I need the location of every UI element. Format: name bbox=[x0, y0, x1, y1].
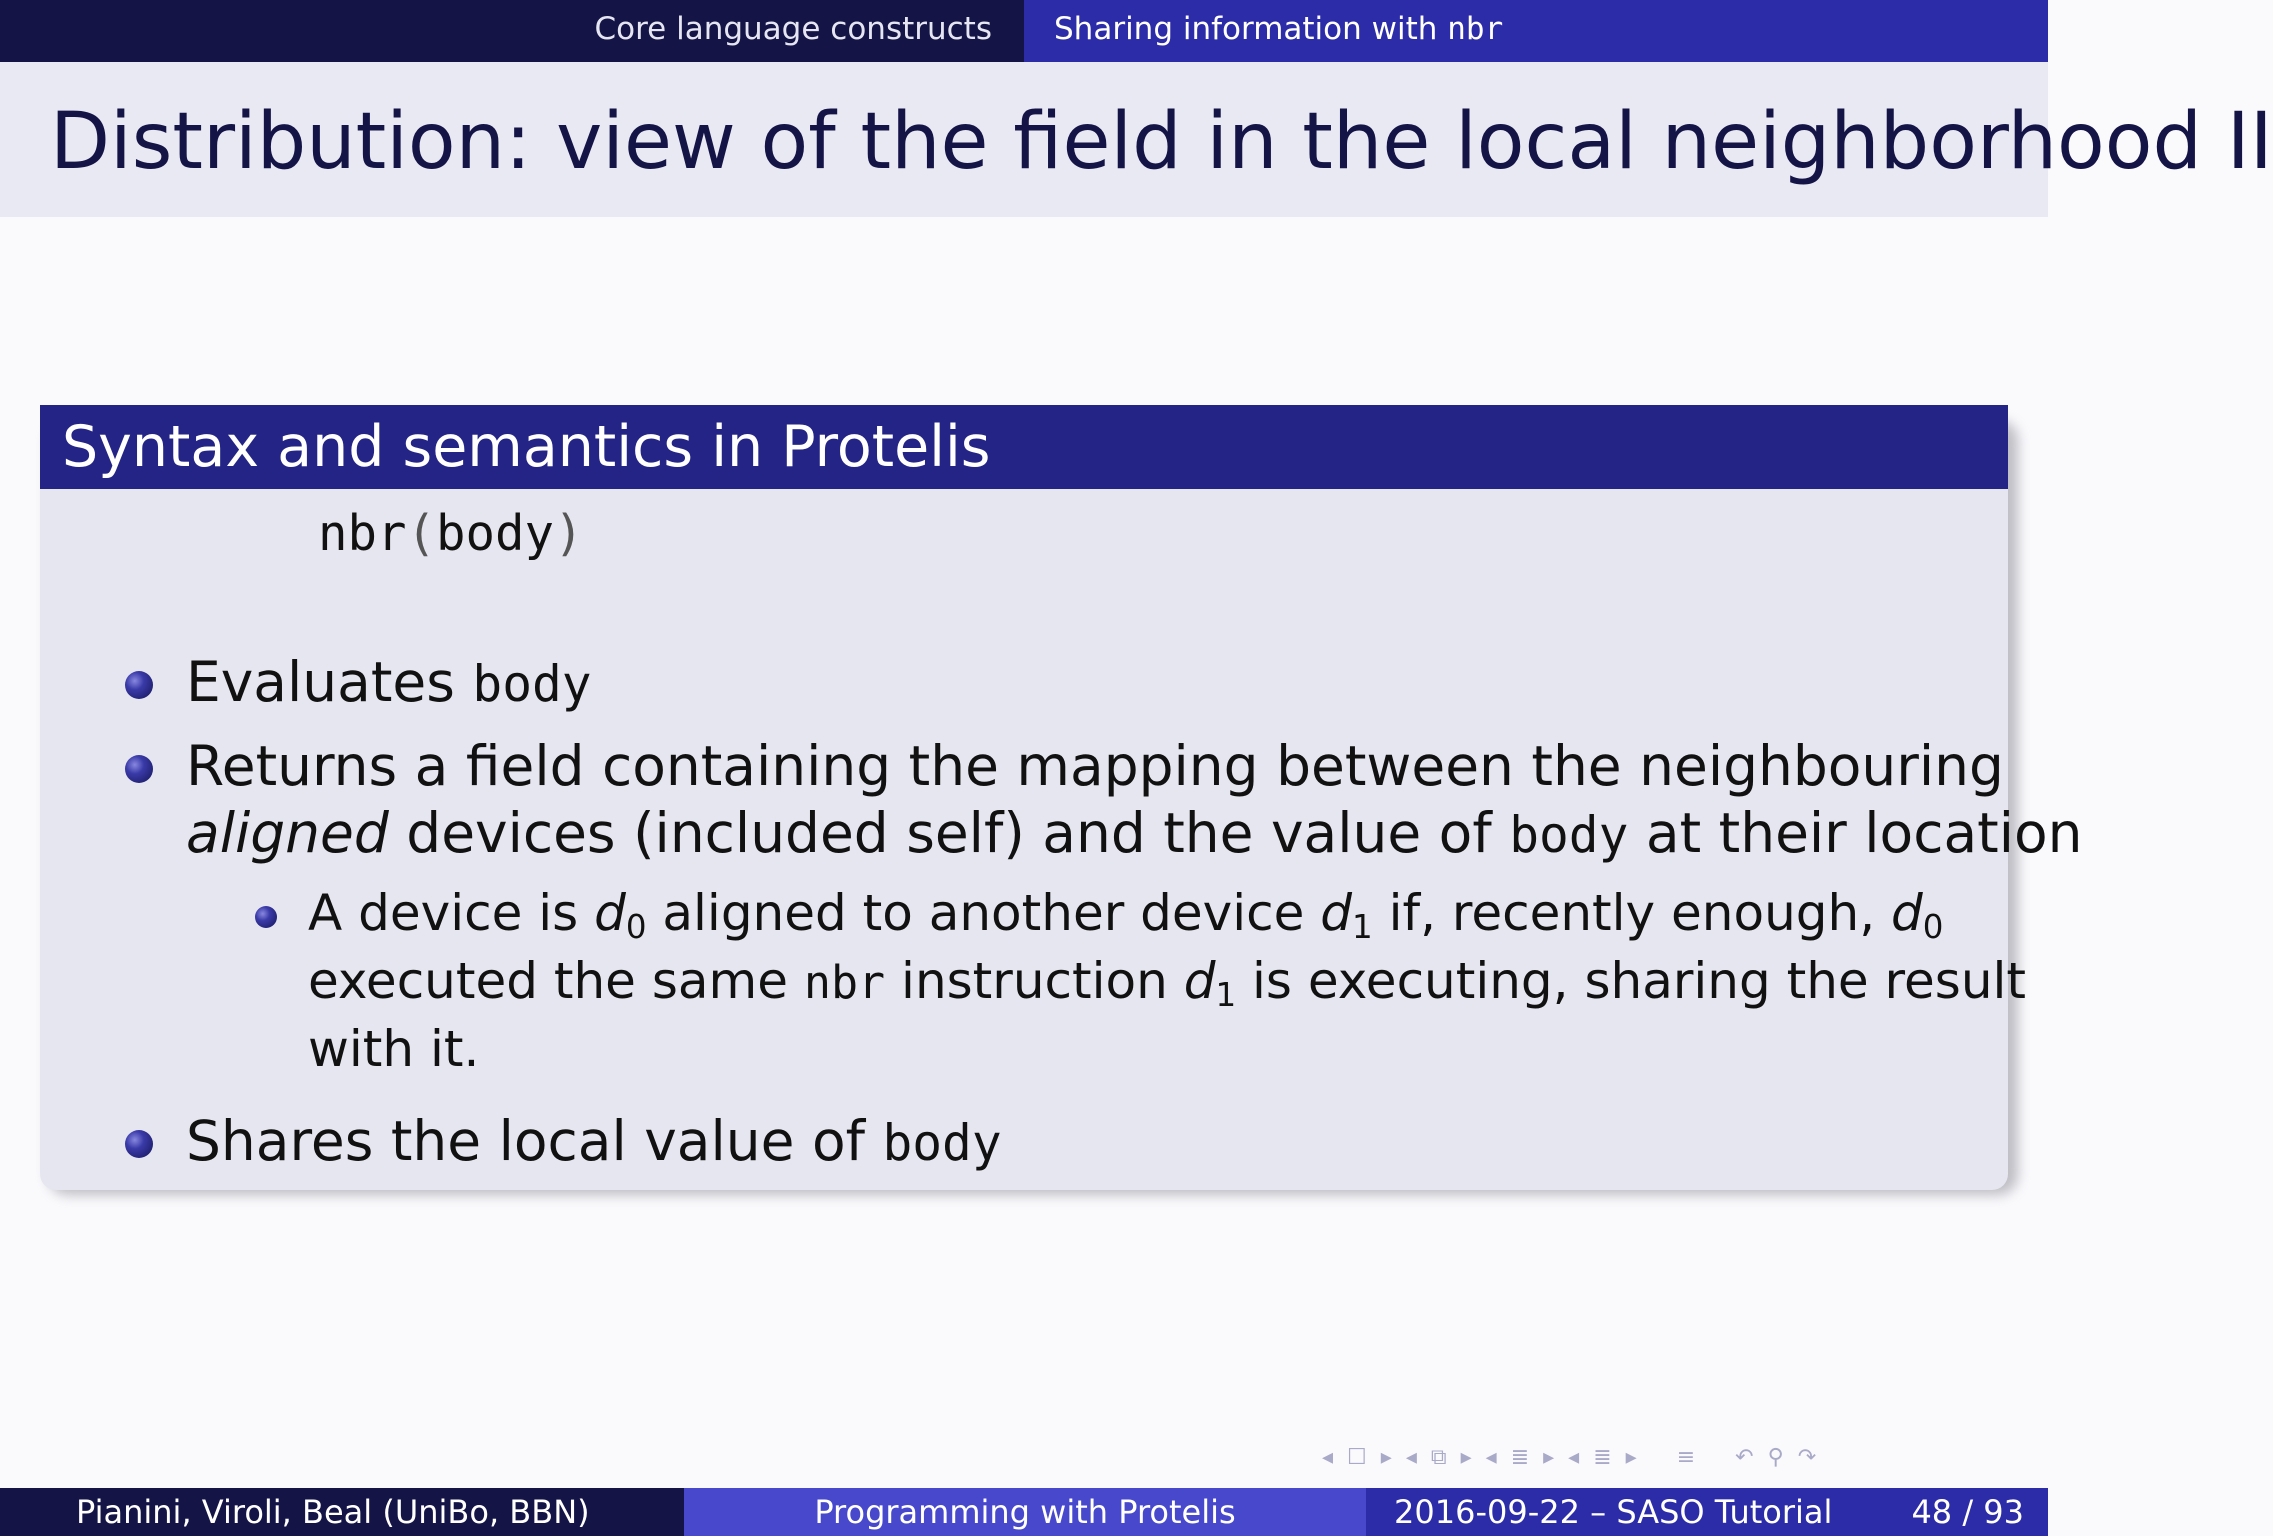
sub-bullet-dot-icon bbox=[255, 906, 277, 928]
align-icon[interactable]: ≡ bbox=[1676, 1444, 1696, 1470]
undo-icon[interactable]: ↶ bbox=[1735, 1444, 1754, 1470]
bullet-item bbox=[186, 1109, 1002, 1173]
code-paren-close: ) bbox=[554, 505, 584, 562]
bullet-dot-icon bbox=[125, 755, 153, 783]
arrow-left-icon[interactable]: ◂ bbox=[1322, 1444, 1334, 1470]
sub-bullet-text: aligned to another device bbox=[646, 884, 1321, 942]
slide-title: Distribution: view of the field in the local neighborhood II bbox=[50, 97, 2273, 187]
footer-date-box bbox=[1366, 1488, 2048, 1536]
sub-bullet-text: executed the same bbox=[308, 952, 804, 1010]
block-title: Syntax and semantics in Protelis bbox=[62, 414, 991, 480]
section-icon[interactable]: ≣ bbox=[1510, 1444, 1530, 1470]
arrow-right-icon[interactable]: ▸ bbox=[1543, 1444, 1555, 1470]
footer-title-box bbox=[684, 1488, 1366, 1536]
sub-bullet-code: nbr bbox=[803, 956, 886, 1009]
footer-authors: Pianini, Viroli, Beal (UniBo, BBN) bbox=[76, 1493, 590, 1531]
nav-subsection-link[interactable] bbox=[1024, 0, 2048, 62]
code-function: nbr bbox=[318, 505, 407, 562]
nav-subsection-label: Sharing information with bbox=[1054, 11, 1448, 47]
sub-bullet-text: A device is bbox=[308, 884, 595, 942]
bullet-dot-icon bbox=[125, 1130, 153, 1158]
nav-section-label: Core language constructs bbox=[594, 11, 992, 47]
bullet-item bbox=[186, 650, 592, 714]
bullet-text: Shares the local value of bbox=[186, 1109, 883, 1173]
sub-bullet-text: with it. bbox=[308, 1020, 480, 1078]
bullet-italic-text: aligned bbox=[186, 801, 389, 865]
bullet-text: Evaluates bbox=[186, 650, 473, 714]
sub-bullet-text: if, recently enough, bbox=[1372, 884, 1891, 942]
code-snippet bbox=[318, 505, 584, 562]
sub-bullet-item-continued bbox=[308, 1020, 480, 1078]
footer-talk-title: Programming with Protelis bbox=[814, 1493, 1236, 1531]
bullet-text: at their location bbox=[1628, 801, 2083, 865]
sub-bullet-item bbox=[308, 884, 1944, 947]
bullet-item-continued bbox=[186, 801, 2083, 865]
sub-bullet-text: instruction bbox=[885, 952, 1184, 1010]
search-icon[interactable]: ⚲ bbox=[1767, 1444, 1784, 1470]
bullet-item bbox=[186, 734, 2004, 798]
subsection-icon[interactable]: ⧉ bbox=[1430, 1444, 1447, 1470]
footer-authors-box bbox=[0, 1488, 684, 1536]
arrow-left-icon[interactable]: ◂ bbox=[1485, 1444, 1497, 1470]
bullet-text: Returns a field containing the mapping between the neighbouring bbox=[186, 734, 2004, 798]
beamer-navigation-symbols bbox=[1322, 1444, 1816, 1470]
bullet-code: body bbox=[1509, 806, 1629, 864]
nav-subsection-code: nbr bbox=[1447, 11, 1504, 47]
arrow-right-icon[interactable]: ▸ bbox=[1460, 1444, 1472, 1470]
arrow-left-icon[interactable]: ◂ bbox=[1568, 1444, 1580, 1470]
redo-icon[interactable]: ↷ bbox=[1797, 1444, 1817, 1470]
bullet-dot-icon bbox=[125, 671, 153, 699]
block-header bbox=[40, 405, 2008, 489]
footer-date-event: 2016-09-22 – SASO Tutorial bbox=[1394, 1493, 1833, 1531]
bullet-code: body bbox=[882, 1114, 1002, 1172]
code-paren-open: ( bbox=[406, 505, 437, 562]
arrow-left-icon[interactable]: ◂ bbox=[1405, 1444, 1417, 1470]
arrow-right-icon[interactable]: ▸ bbox=[1625, 1444, 1637, 1470]
section-icon[interactable]: ≣ bbox=[1593, 1444, 1612, 1470]
math-d1: $d_1$ bbox=[1183, 952, 1237, 1015]
footer-page-number: 48 / 93 bbox=[1911, 1493, 2024, 1531]
code-argument: body bbox=[436, 505, 555, 562]
top-navigation-bar bbox=[0, 0, 2048, 62]
math-d1: $d_1$ bbox=[1320, 884, 1373, 947]
footer bbox=[0, 1488, 2048, 1536]
math-d0: $d_0$ bbox=[1890, 884, 1944, 947]
frame-icon[interactable]: ☐ bbox=[1347, 1444, 1367, 1470]
math-d0: $d_0$ bbox=[594, 884, 647, 947]
arrow-right-icon[interactable]: ▸ bbox=[1380, 1444, 1392, 1470]
nav-section-link[interactable] bbox=[595, 0, 1025, 62]
bullet-code: body bbox=[472, 655, 592, 713]
bullet-text: devices (included self) and the value of bbox=[388, 801, 1510, 865]
sub-bullet-text: is executing, sharing the result bbox=[1236, 952, 2027, 1010]
sub-bullet-item-continued bbox=[308, 952, 2027, 1015]
